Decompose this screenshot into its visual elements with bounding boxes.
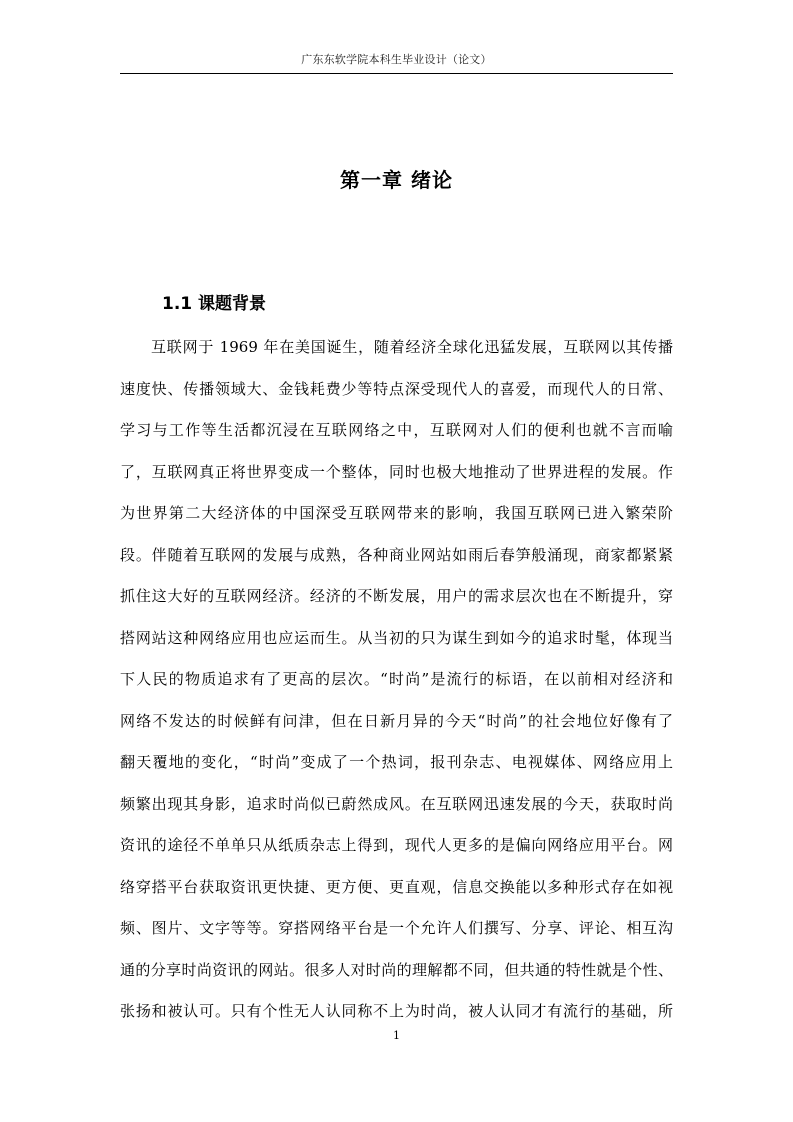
paragraph-line: 资讯的途径不单单只从纸质杂志上得到，现代人更多的是偏向网络应用平台。网 [120,836,673,854]
paragraph-line: 抓住这大好的互联网经济。经济的不断发展，用户的需求层次也在不断提升，穿 [120,587,673,605]
paragraph-line: 下人民的物质追求有了更高的层次。“时尚”是流行的标语，在以前相对经济和 [120,670,673,688]
paragraph-line: 通的分享时尚资讯的网站。很多人对时尚的理解都不同，但共通的特性就是个性、 [120,960,673,979]
paragraph-line: 频繁出现其身影，追求时尚似已蔚然成风。在互联网迅速发展的今天，获取时尚 [120,794,673,813]
paragraph-line: 学习与工作等生活都沉浸在互联网络之中，互联网对人们的便利也就不言而喻 [120,421,673,439]
running-header: 广东东软学院本科生毕业设计（论文） [301,53,492,66]
paragraph-line: 了，互联网真正将世界变成一个整体，同时也极大地推动了世界进程的发展。作 [120,462,673,481]
chapter-title: 第一章 绪论 [340,168,453,192]
section-heading: 1.1 课题背景 [162,294,267,314]
paragraph-line: 段。伴随着互联网的发展与成熟，各种商业网站如雨后春笋般涌现，商家都紧紧 [120,545,673,564]
paragraph-line: 速度快、传播领域大、金钱耗费少等特点深受现代人的喜爱，而现代人的日常、 [120,379,673,398]
paragraph-line: 网络不发达的时候鲜有问津，但在日新月异的今天“时尚”的社会地位好像有了 [120,711,673,730]
paragraph-line: 翻天覆地的变化，“时尚”变成了一个热词，报刊杂志、电视媒体、网络应用上 [120,753,673,771]
header-rule [120,73,673,74]
paragraph-line: 为世界第二大经济体的中国深受互联网带来的影响，我国互联网已进入繁荣阶 [120,504,673,522]
paragraph-line: 互联网于 1969 年在美国诞生，随着经济全球化迅猛发展，互联网以其传播 [151,338,673,356]
page-number: 1 [393,1029,400,1042]
paragraph-line: 搭网站这种网络应用也应运而生。从当初的只为谋生到如今的追求时髦，体现当 [120,628,673,647]
paragraph-line: 频、图片、文字等等。穿搭网络平台是一个允许人们撰写、分享、评论、相互沟 [120,919,673,937]
paragraph-line: 络穿搭平台获取资讯更快捷、更方便、更直观，信息交换能以多种形式存在如视 [120,877,673,896]
paragraph-line: 张扬和被认可。只有个性无人认同称不上为时尚，被人认同才有流行的基础，所 [120,1002,673,1020]
